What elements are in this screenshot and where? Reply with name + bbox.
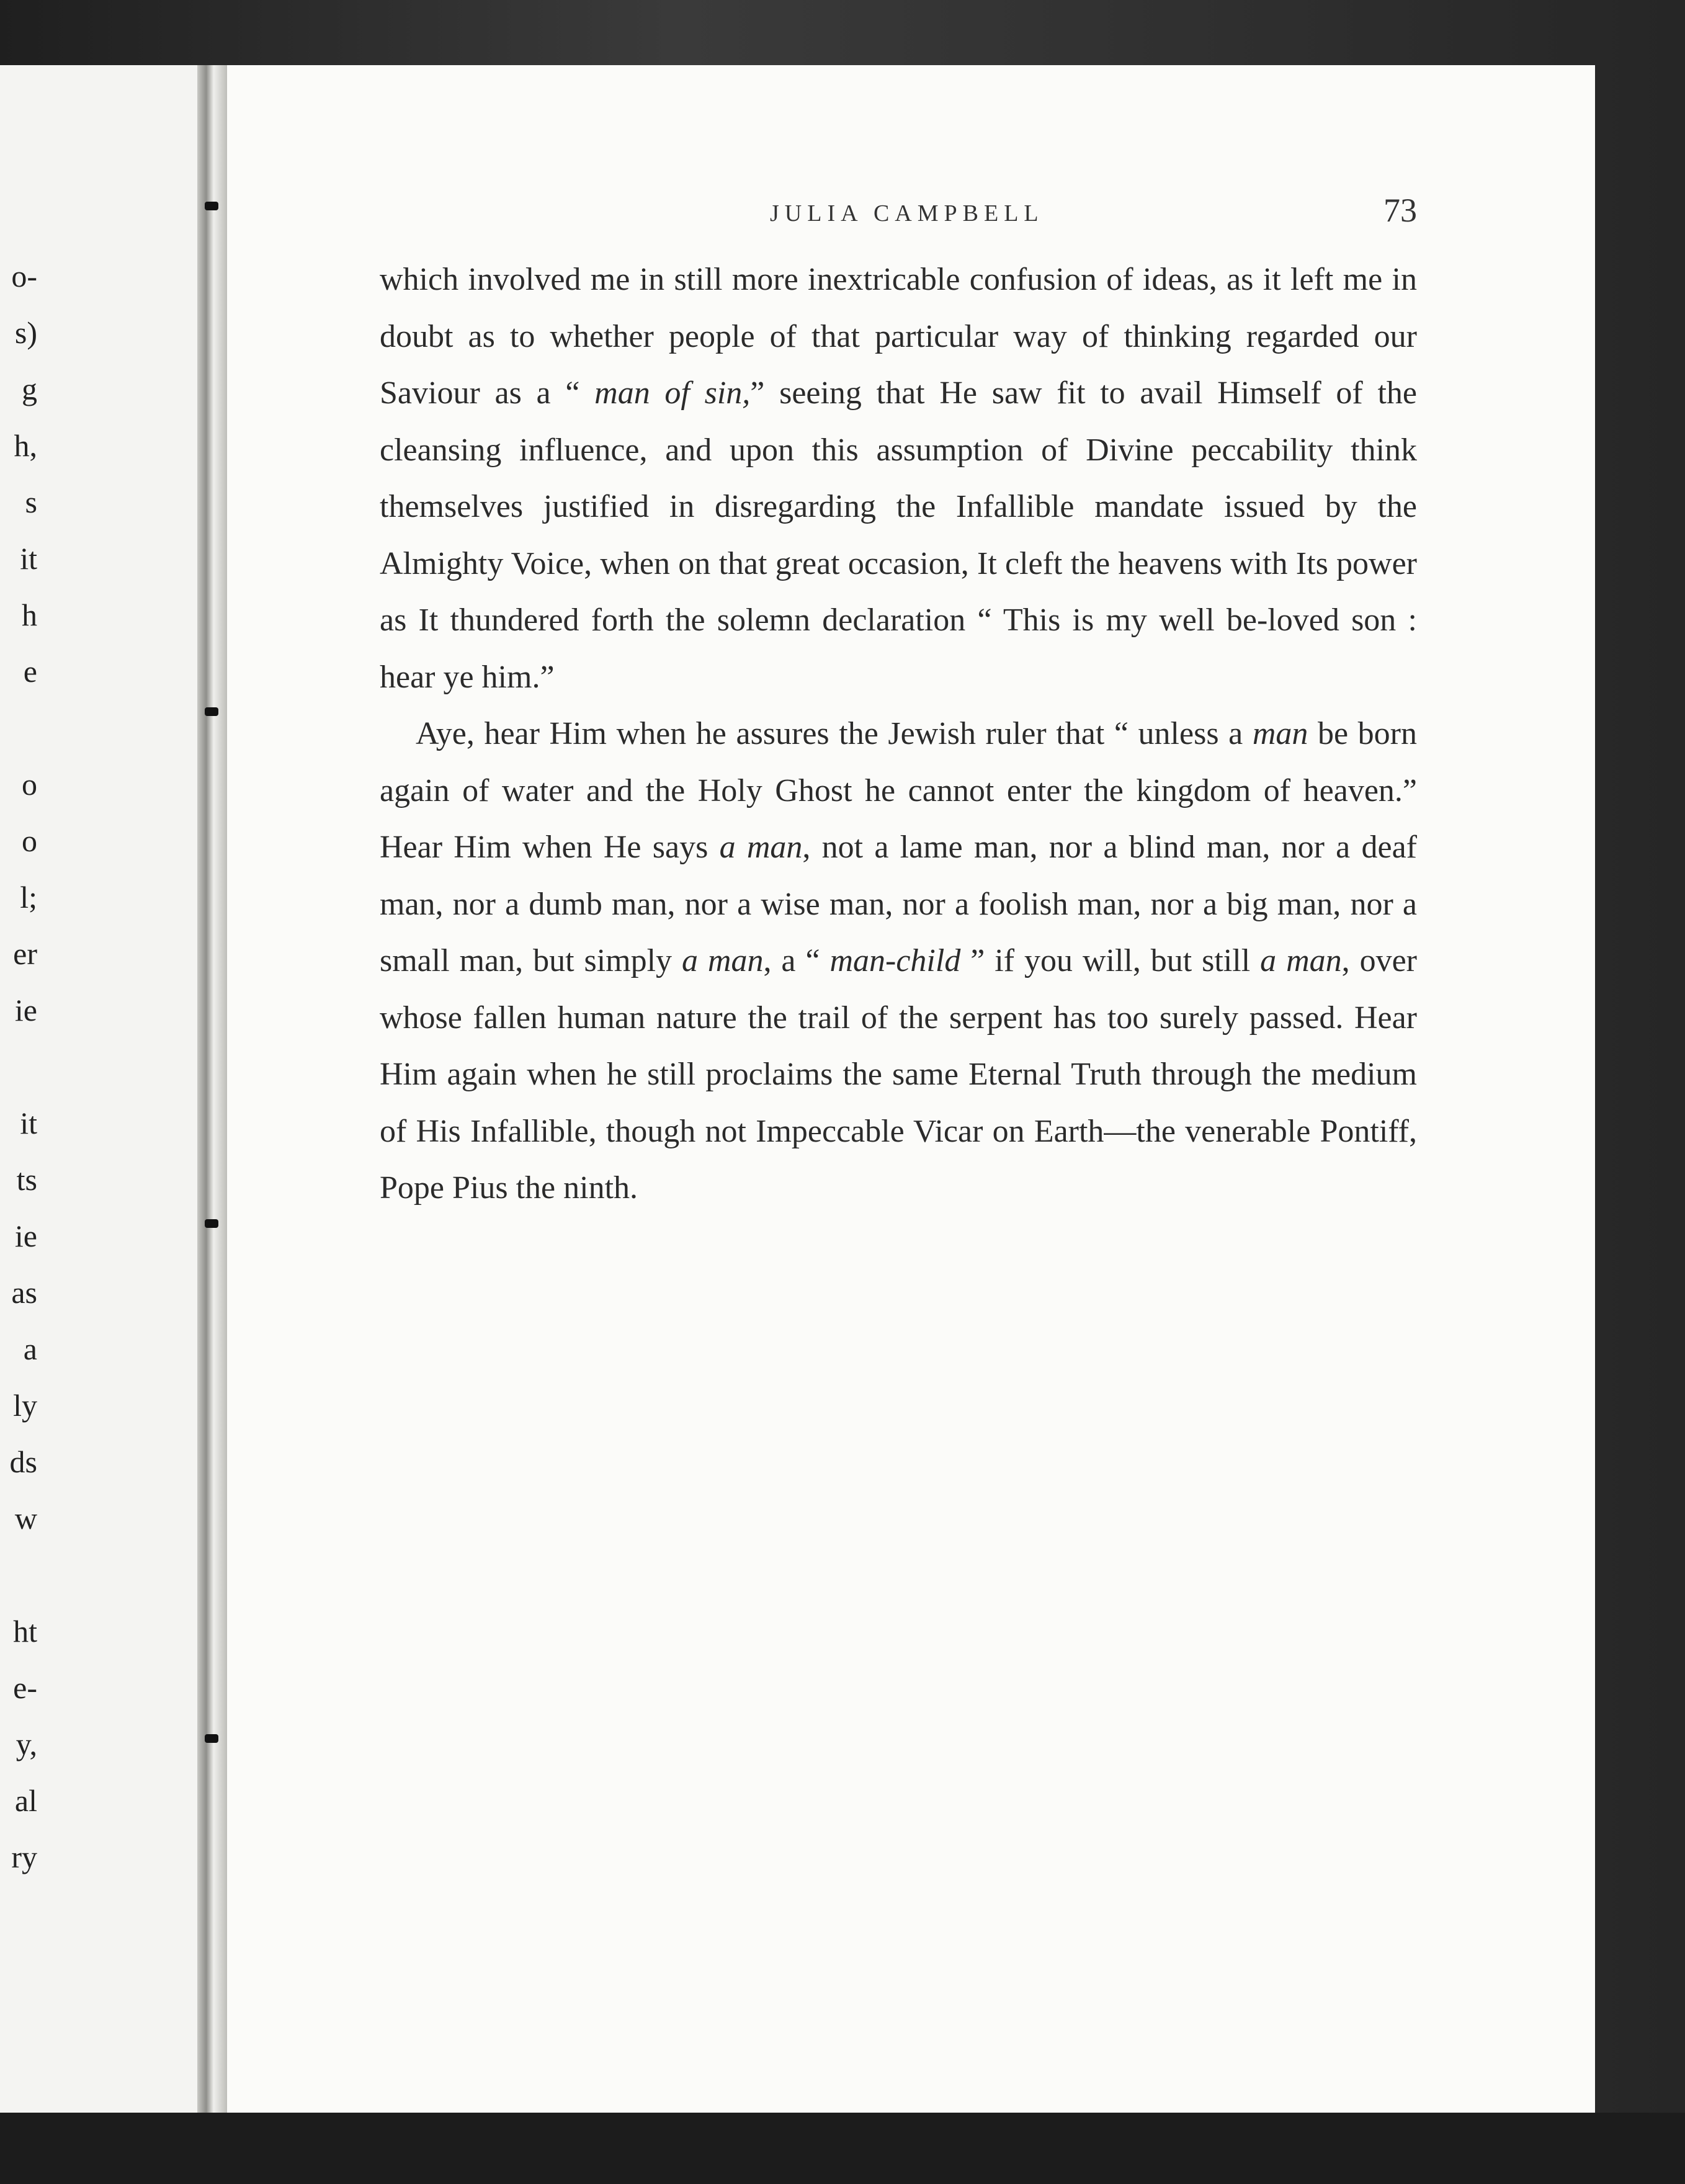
facing-page-fragment: s) — [14, 315, 37, 350]
book-binding-gutter — [197, 65, 227, 2113]
facing-page-fragment: er — [13, 936, 37, 971]
facing-page-fragment: s — [25, 485, 37, 519]
facing-page-fragment: o- — [11, 259, 37, 293]
facing-page-fragment: e- — [13, 1670, 37, 1705]
facing-page-fragment: o — [22, 767, 37, 802]
facing-page-fragment: ht — [13, 1614, 37, 1649]
scan-bottom-border — [0, 2113, 1685, 2184]
binding-stitch — [205, 707, 218, 716]
binding-stitch — [205, 202, 218, 210]
facing-page-fragment: g — [22, 372, 37, 406]
facing-page-fragment: it — [20, 1106, 37, 1140]
italic-text: a man — [681, 943, 764, 978]
binding-stitch — [205, 1734, 218, 1743]
italic-text: a man — [1260, 943, 1342, 978]
italic-text: man-child — [829, 943, 961, 978]
facing-page-fragment: ie — [14, 993, 37, 1027]
facing-page-fragment: l; — [20, 880, 37, 915]
facing-page-fragment: al — [14, 1783, 37, 1818]
facing-page-fragment: w — [14, 1501, 37, 1536]
facing-page-fragment: a — [23, 1331, 37, 1366]
facing-page-fragment: h — [22, 597, 37, 632]
binding-stitch — [205, 1219, 218, 1228]
text-segment: , a “ — [763, 943, 830, 978]
facing-page-fragment: ts — [16, 1162, 37, 1197]
facing-page-fragment — [0, 1039, 37, 1095]
facing-page-fragment: o — [22, 823, 37, 858]
facing-page-fragment: h, — [14, 428, 37, 463]
paragraph — [380, 251, 1417, 705]
facing-page-fragment: y, — [16, 1727, 37, 1761]
facing-page-fragment: e — [23, 654, 37, 689]
facing-page-text-fragments — [0, 248, 37, 1886]
text-segment: ” seeing that He saw fit to avail Himself of the cleansing influence, and upon this assumption of Divine peccability think themselves justified in disregarding the Infallible mandate issued by the Almighty Voice, when on that great occasion, It cleft the heavens with Its power as It thundered forth the solemn declaration “ This is my well be-loved son : hear ye him.” — [380, 375, 1418, 695]
facing-page-fragment: as — [11, 1275, 37, 1310]
text-segment: be born again of water and the Holy Ghost he cannot enter the kingdom of heaven.” Hear Him when He says — [380, 716, 1417, 865]
facing-page-fragment — [0, 1547, 37, 1603]
italic-text: man — [1252, 716, 1308, 751]
text-segment: , over whose fallen human nature the trail of the serpent has too surely passed. Hear Him again when he still proclaims the same Eternal Truth through the medium of His Infallible, though not Impeccable Vicar on Earth—the venerable Pontiff, Pope Pius the ninth. — [380, 943, 1417, 1206]
text-segment: which involved me in still more inextricable confusion of ideas, as it left me in doubt as to whether people of that particular way of thinking regarded our Saviour as a “ — [380, 262, 1417, 411]
facing-page-fragment: ly — [13, 1388, 37, 1423]
facing-page-fragment: ie — [14, 1219, 37, 1253]
facing-page-fragment: ry — [11, 1840, 37, 1874]
facing-page-fragment — [0, 700, 37, 756]
paragraph — [380, 705, 1417, 1217]
facing-page-fragment: ds — [9, 1444, 37, 1479]
running-head: JULIA CAMPBELL — [770, 200, 1044, 226]
text-segment: Aye, hear Him when he assures the Jewish ruler that “ unless a — [416, 716, 1253, 751]
facing-page-fragment: it — [20, 541, 37, 576]
italic-text: man of sin, — [594, 375, 751, 411]
italic-text: a man — [719, 830, 803, 865]
page-number: 73 — [1383, 192, 1417, 229]
body-text — [380, 251, 1417, 1217]
text-segment: , not a lame man, nor a blind man, nor a deaf man, nor a dumb man, nor a wise man, nor a foolish man, nor a big man, nor a small man, but simply — [380, 830, 1417, 978]
text-segment: ” if you will, but still — [960, 943, 1261, 978]
